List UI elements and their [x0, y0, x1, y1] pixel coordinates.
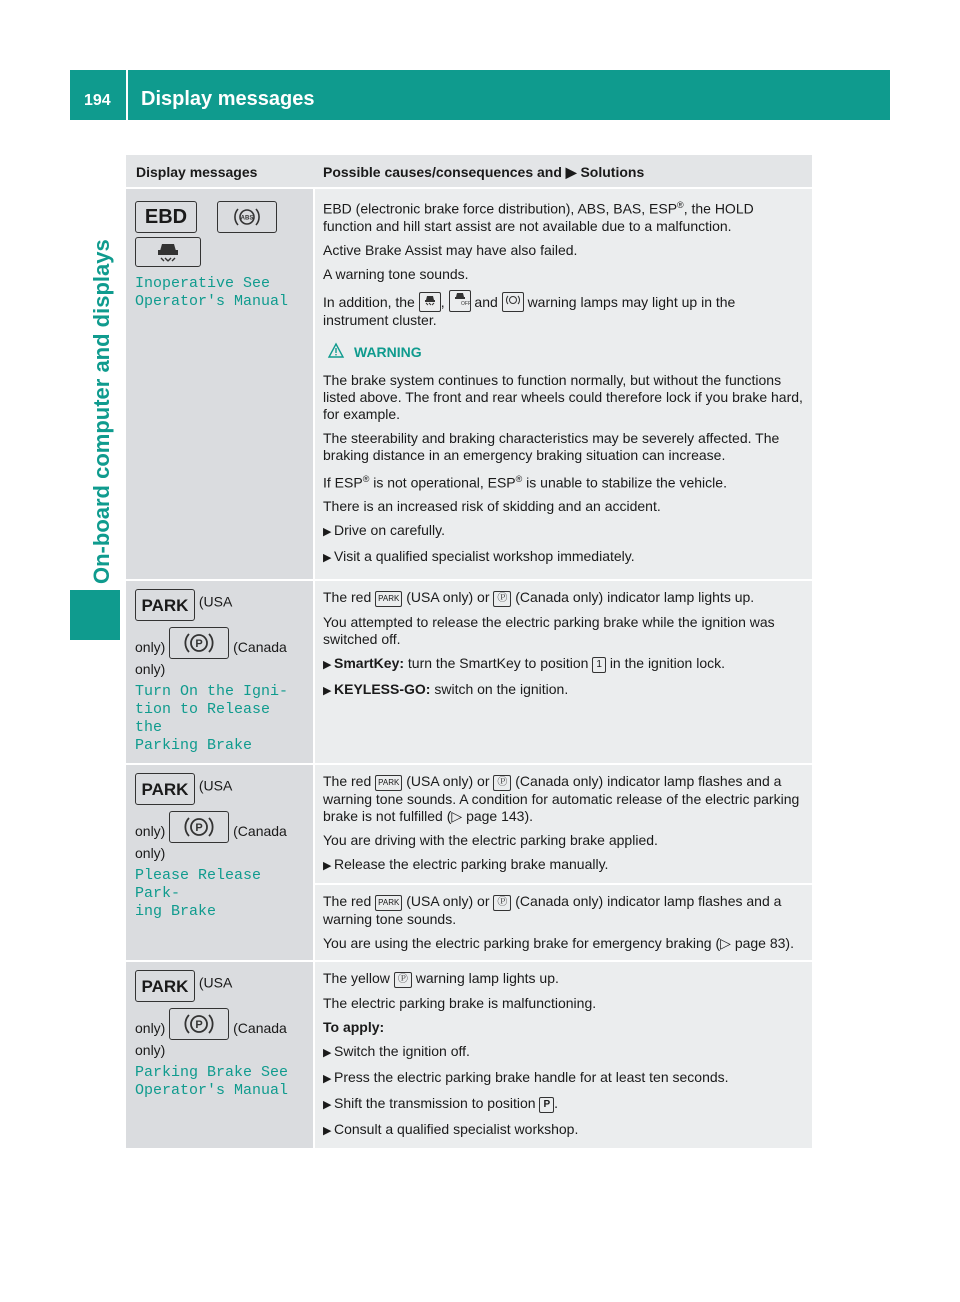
- table-row: [126, 187, 812, 579]
- parking-brake-indicator-icon: [169, 811, 229, 843]
- column-header-display-messages: Display messages: [136, 164, 258, 180]
- text: (Canada only) indicator lamp flashes and a warning tone sounds. A condition for automatic release of the electric parking brake is not fulfilled (: [323, 773, 800, 825]
- solution-step: [323, 1043, 804, 1062]
- canada-label: (Canada: [233, 639, 287, 656]
- table-row: [126, 763, 812, 960]
- message-line: Turn On the Igni‐: [135, 683, 289, 701]
- message-line: Operator's Manual: [135, 293, 289, 310]
- canada-label: only): [135, 845, 166, 862]
- display-messages-table: [126, 155, 812, 1148]
- park-indicator-icon: PARK: [135, 773, 195, 805]
- paragraph: Active Brake Assist may have also failed.: [323, 241, 578, 258]
- paragraph: The electric parking brake is malfunctioning.: [323, 995, 597, 1012]
- table-row: [126, 960, 812, 1148]
- display-message-cell: [126, 765, 313, 960]
- message-line: tion to Release the: [135, 701, 271, 737]
- step-arrow-icon: ▶: [323, 860, 332, 873]
- column-header-causes: [315, 155, 644, 187]
- causes-cell: [315, 765, 812, 960]
- parking-brake-icon: Ⓟ: [394, 972, 412, 988]
- causes-cell: [315, 189, 812, 579]
- text: (Canada only) indicator lamp flashes and a warning tone sounds.: [323, 893, 782, 928]
- paragraph: [323, 290, 804, 329]
- solution-step: [323, 655, 804, 674]
- message-line: ing Brake: [135, 903, 217, 921]
- paragraph: [323, 970, 804, 988]
- page-reference-link[interactable]: page 143).: [466, 808, 534, 825]
- svg-text:OFF: OFF: [460, 300, 471, 307]
- step-arrow-icon: ▶: [323, 1099, 332, 1112]
- usa-label: only): [135, 639, 166, 656]
- display-message-cell: [126, 581, 313, 763]
- position-p-icon: P: [539, 1097, 554, 1113]
- display-message-cell: [126, 962, 313, 1148]
- abs-icon: [502, 292, 524, 312]
- svg-text:P: P: [195, 1019, 203, 1032]
- canada-label: only): [135, 1042, 166, 1059]
- text: (Canada only) indicator lamp lights up.: [515, 589, 755, 606]
- abs-indicator-icon: [217, 201, 277, 233]
- paragraph: [323, 1019, 804, 1036]
- solution-step: [323, 1095, 804, 1114]
- paragraph: You attempted to release the electric parking brake while the ignition was switched off.: [323, 614, 775, 648]
- side-tab-block: [70, 590, 120, 640]
- step-text: .: [554, 1095, 558, 1112]
- step-text: switch on the ignition.: [434, 681, 569, 698]
- warning-triangle-icon: [328, 343, 344, 362]
- causes-block: [315, 581, 812, 763]
- step-text: turn the SmartKey to position: [407, 655, 589, 672]
- usa-label: (USA: [198, 974, 233, 991]
- text: warning lamp lights up.: [415, 970, 559, 987]
- text: You are using the electric parking brake for emergency braking (: [323, 935, 721, 952]
- park-indicator-icon: PARK: [135, 589, 195, 621]
- parking-brake-icon: Ⓟ: [493, 775, 511, 791]
- message-line: Parking Brake: [135, 737, 253, 755]
- text: (USA only) or: [406, 893, 490, 910]
- usa-label: (USA: [198, 593, 233, 610]
- column-header-causes-text: Possible causes/consequences and: [323, 164, 562, 180]
- causes-cell: [315, 581, 812, 763]
- message-line: Parking Brake See: [135, 1064, 289, 1082]
- text: The red: [323, 893, 372, 910]
- step-text: Visit a qualified specialist workshop immediately.: [334, 548, 635, 565]
- step-arrow-icon: ▶: [323, 552, 332, 565]
- causes-block: [315, 885, 812, 960]
- usa-label: only): [135, 823, 166, 840]
- message-line: Inoperative See: [135, 275, 271, 292]
- message-line: Operator's Manual: [135, 1082, 289, 1100]
- display-message-cell: [126, 189, 313, 579]
- side-tab-label: On-board computer and displays: [89, 239, 114, 584]
- parking-brake-icon: Ⓟ: [493, 895, 511, 911]
- solution-step: [323, 548, 804, 567]
- step-text: Consult a qualified specialist workshop.: [334, 1121, 579, 1138]
- step-arrow-icon: ▶: [323, 659, 332, 672]
- text: warning lamps may light up in the instrument cluster.: [323, 293, 736, 328]
- page-reference-icon: ▷: [720, 935, 731, 952]
- park-icon: PARK: [375, 591, 402, 607]
- paragraph: There is an increased risk of skidding and an accident.: [323, 498, 661, 515]
- step-arrow-icon: ▶: [323, 1047, 332, 1060]
- solution-step: [323, 856, 804, 875]
- position-1-icon: 1: [592, 657, 606, 673]
- registered-mark: ®: [362, 473, 370, 484]
- solution-step: [323, 522, 804, 541]
- table-header: [126, 155, 812, 187]
- esp-skid-icon: [135, 237, 201, 267]
- parking-brake-indicator-icon: [169, 1008, 229, 1040]
- paragraph: [323, 471, 804, 492]
- column-header-solutions-text: Solutions: [580, 164, 645, 180]
- esp-skid-icon: [419, 292, 441, 312]
- paragraph: [323, 773, 804, 825]
- step-arrow-icon: ▶: [323, 1125, 332, 1138]
- step-arrow-icon: ▶: [323, 1073, 332, 1086]
- step-text: Press the electric parking brake handle for at least ten seconds.: [334, 1069, 729, 1086]
- text: (USA only) or: [406, 589, 490, 606]
- text: (USA only) or: [406, 773, 490, 790]
- text: In addition, the: [323, 293, 415, 310]
- warning-heading: [328, 343, 804, 362]
- registered-mark: ®: [515, 473, 523, 484]
- solution-step: [323, 681, 804, 700]
- paragraph: [323, 893, 804, 928]
- to-apply-label: To apply:: [323, 1019, 385, 1036]
- step-arrow-icon: ▶: [323, 685, 332, 698]
- causes-block: [315, 189, 812, 579]
- svg-text:P: P: [195, 638, 203, 651]
- text: The red: [323, 773, 372, 790]
- parking-brake-icon: Ⓟ: [493, 591, 511, 607]
- step-text: in the ignition lock.: [609, 655, 725, 672]
- step-arrow-icon: ▶: [323, 526, 332, 539]
- warning-label: WARNING: [354, 343, 422, 360]
- causes-block: [315, 962, 812, 1148]
- text: and: [474, 293, 498, 310]
- ebd-indicator-icon: EBD: [135, 201, 197, 233]
- step-label: KEYLESS-GO:: [334, 681, 431, 698]
- usa-label: only): [135, 1020, 166, 1037]
- paragraph: You are driving with the electric parking brake applied.: [323, 832, 658, 849]
- solution-arrow-icon: ▶: [565, 164, 577, 180]
- paragraph: [323, 589, 804, 607]
- step-text: Switch the ignition off.: [334, 1043, 470, 1060]
- text: ,: [440, 293, 445, 310]
- step-text: Release the electric parking brake manually.: [334, 856, 609, 873]
- park-icon: PARK: [375, 895, 402, 911]
- svg-text:ABS: ABS: [240, 215, 254, 222]
- solution-step: [323, 1069, 804, 1088]
- causes-block: [315, 765, 812, 883]
- paragraph: The brake system continues to function normally, but without the functions listed above. The front and rear wheels could therefore lock if you brake hard, for example.: [323, 371, 803, 422]
- header-divider: [126, 70, 128, 120]
- paragraph: A warning tone sounds.: [323, 265, 469, 282]
- text: is unable to stabilize the vehicle.: [522, 474, 727, 491]
- canada-label: (Canada: [233, 1020, 287, 1037]
- text: The red: [323, 589, 372, 606]
- step-label: SmartKey:: [334, 655, 405, 672]
- page-title: Display messages: [141, 88, 315, 110]
- text: is not operational, ESP: [369, 474, 516, 491]
- page-reference-icon: ▷: [451, 808, 463, 825]
- text: The yellow: [323, 970, 390, 987]
- park-indicator-icon: PARK: [135, 970, 195, 1002]
- canada-label: (Canada: [233, 823, 287, 840]
- message-line: Please Release Park‐: [135, 867, 262, 903]
- park-icon: PARK: [375, 775, 402, 791]
- paragraph: [323, 197, 804, 235]
- text: , the HOLD function and hill start assist are not available due to a malfunction.: [323, 200, 754, 234]
- causes-cell: [315, 962, 812, 1148]
- registered-mark: ®: [677, 200, 684, 210]
- step-text: Drive on carefully.: [334, 522, 446, 539]
- page-reference-link[interactable]: page 83).: [734, 935, 794, 952]
- paragraph: [323, 935, 804, 952]
- canada-label: only): [135, 661, 166, 678]
- table-row: [126, 579, 812, 763]
- svg-text:P: P: [195, 822, 203, 835]
- parking-brake-indicator-icon: [169, 627, 229, 659]
- esp-off-icon: [449, 290, 471, 312]
- page-number: 194: [84, 92, 111, 109]
- solution-step: [323, 1121, 804, 1140]
- text: EBD (electronic brake force distribution), ABS, BAS, ESP: [323, 200, 678, 217]
- step-text: Shift the transmission to position: [334, 1095, 536, 1112]
- text: If ESP: [323, 474, 363, 491]
- paragraph: The steerability and braking characteristics may be severely affected. The braking distance in an emergency braking situation can increase.: [323, 429, 780, 463]
- usa-label: (USA: [198, 777, 233, 794]
